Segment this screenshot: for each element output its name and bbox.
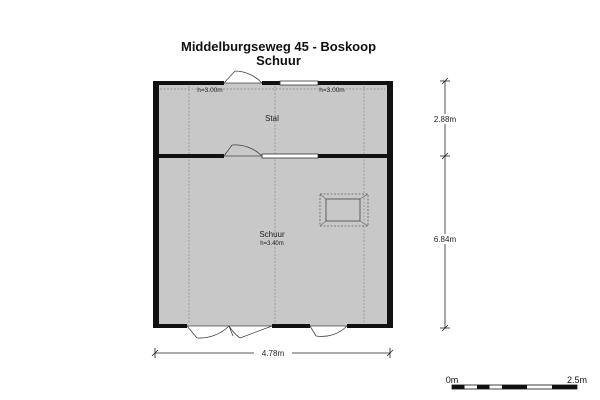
scale-bar-start-label: 0m <box>445 375 459 385</box>
top-door <box>224 71 262 83</box>
divider-opening <box>262 154 318 158</box>
top-wall-left <box>153 81 224 85</box>
ceiling-height-label-right: h=3.00m <box>319 87 345 94</box>
top-wall-mid <box>262 81 280 85</box>
divider-wall-right <box>318 154 393 158</box>
bottom-right-door <box>310 326 347 336</box>
divider-wall-left <box>153 154 224 158</box>
dimension-total-width: 4.78m <box>261 349 285 358</box>
right-wall <box>387 81 393 328</box>
room-label-stal: Stal <box>265 114 279 123</box>
plan-title: Middelburgseweg 45 - Boskoop <box>180 39 377 54</box>
bottom-wall-right <box>347 324 393 328</box>
dimension-stal-depth: 2.88m <box>433 115 457 124</box>
bottom-wall-mid <box>272 324 310 328</box>
plan-subtitle: Schuur <box>256 53 301 68</box>
scale-bar <box>452 385 577 389</box>
dimension-schuur-depth: 6.84m <box>433 235 457 244</box>
bottom-double-door <box>187 326 272 338</box>
room-label-schuur: Schuur <box>259 230 285 239</box>
room-height-schuur: h=3.40m <box>260 241 284 247</box>
scale-bar-end-label: 2.5m <box>566 375 588 385</box>
left-wall <box>153 81 159 328</box>
bottom-wall-left <box>153 324 187 328</box>
top-wall-right <box>318 81 393 85</box>
top-window <box>280 81 318 85</box>
ceiling-height-label-left: h=3.00m <box>197 87 223 94</box>
